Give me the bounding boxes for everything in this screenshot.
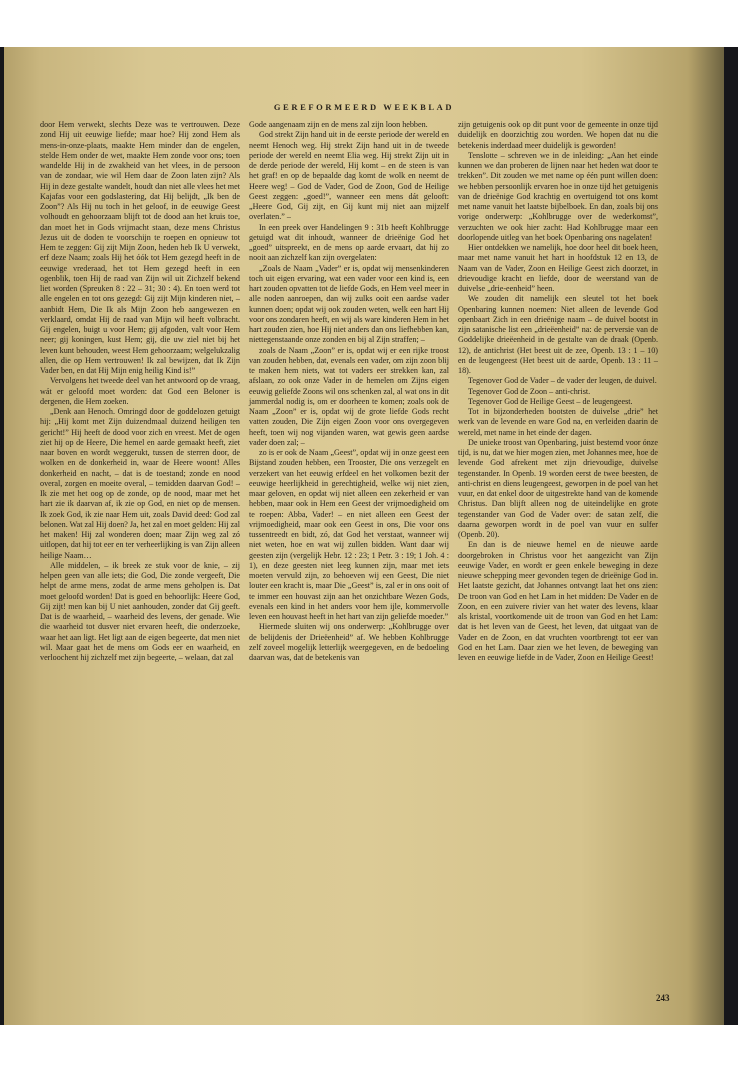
running-header: GEREFORMEERD WEEKBLAD <box>273 102 455 112</box>
paragraph: De unieke troost van Openbaring, juist bestemd voor ónze tijd, is nu, dat we hier mogen zien, met Johannes mee, hoe de levende God afrekent met zijn drievoudige, duivelse tegenstander. In Openb. 19 worden eerst de twee beesten, de anti-christ en diens leugengeest, geworpen in de poel van het vuur, en dat enkel door de uitgestrekte hand van de komende Christus. Dan blijft alleen nog de uiteindelijke en grote tegenstander van God de Vader over: de satan zelf, die daarna geworpen wordt in de poel van vuur en sulfer (Openb. 20). <box>458 437 658 539</box>
paragraph: „Denk aan Henoch. Omringd door de goddelozen getuigt hij: „Hij komt met Zijn duizendmaal duizend heiligen ten gericht!” Hij heeft de dood voor zich en vreest. Met de ogen ziet hij op de Heere, Die hemel en aarde gemaakt heeft, ziet naar boven en wordt weggerukt, tussen de sterren door, de wolken en de donkerheid in, waar de Heere woont! Alles donkerheid en nacht, – dat is de toestand; zonde en nood overal, zorgen en moeite overal, – temidden daarvan God! – Ik zie met het oog op de zonde, op de nood, maar met het hart zie ik daarvan af, ik zie op God, en niet op de mensen. Ik zoek God, ik zie naar Hem uit, zoals David deed: God zal belonen. Wat zal Hij doen? Ja, het zal en moet gelden: Hij zal het maken! Hij zal wonderen doen; maar Zijn weg zal zó uitlopen, dat hij tot eer en ter verheerlijking is van Zijn alleen heilige Naam… <box>40 407 240 560</box>
paragraph: Tenslotte – schreven we in de inleiding: „Aan het einde kunnen we dan proberen de lijnen naar het heden wat door te trekken”. Dit zouden we met name op één punt willen doen: we hebben persoonlijk ervaren hoe in onze tijd het getuigenis van de drieënige God krachtig en overtuigend tot ons komt met name vanuit het laatste bijbelboek. En dan, zoals bij ons vorige onderwerp: „Kohlbrugge over de wederkomst”, verzuchten we ook hier zacht: Had Kohlbrugge maar een doorlopende uitleg van het boek Openbaring ons nagelaten! <box>458 150 658 242</box>
paragraph: „Zoals de Naam „Vader” er is, opdat wij mensenkinderen toch uit eigen ervaring, wat een vader voor een kind is, een hart zouden opvatten tot de liefde Gods, en Hem veel meer in alle noden aanroepen, dan wij zulks ooit een aardse vader kunnen doen; opdat wij ook zouden weten, welk een hart Hij voor ons zondaren heeft, en wij als ware kinderen Hem in het hart zouden zien, hoe Hij niet anders dan ons liefhebben kan, niettegenstaande onze zonden en bij al Zijn straffen; – <box>249 263 449 345</box>
text-column-1 <box>40 120 240 663</box>
paragraph: Tot in bijzonderheden bootsten de duivelse „drie” het werk van de levende en ware God na, en verleiden daarin de wereld, met name in het einde der dagen. <box>458 407 658 437</box>
paragraph: En dan is de nieuwe hemel en de nieuwe aarde doorgebroken in Christus voor het aangezicht van Zijn eeuwige Vader, en wordt er geen enkele beweging in deze nieuwe schepping meer gevonden tegen de drieënige God in. Het laatste gezicht, dat Johannes ontvangt laat het ons zien: De troon van God en het Lam in het midden: De Vader en de Zoon, en een zuivere rivier van het water des levens, klaar als kristal, voortkomende uit de troon van God en het Lam: dat is het leven van de Geest, het leven, dat uitgaat van de Vader en de Zoon, en dat vruchten voortbrengt tot eer van God en het Lam. Daar zien we het leven, de beweging van leven en eeuwige liefde in de Vader, Zoon en Heilige Geest! <box>458 540 658 662</box>
page-number: 243 <box>656 993 670 1003</box>
paragraph: Hiermede sluiten wij ons onderwerp: „Kohlbrugge over de belijdenis der Drieëenheid” af. We hebben Kohlbrugge zelf zoveel mogelijk letterlijk weergegeven, en de bedoeling daarvan was, dat de betekenis van <box>249 622 449 662</box>
text-column-2 <box>249 120 449 663</box>
paragraph: God strekt Zijn hand uit in de eerste periode der wereld en neemt Henoch weg. Hij strekt Zijn hand uit in de tweede periode der wereld en neemt Elia weg. Hij strekt Zijn uit in de derde periode der wereld, Hij komt – en de steen is van het graf! en op de bepaalde dag komt de wolk en neemt de Heere weg! – God de Vader, God de Zoon, God de Heilige Geest zeggen: „goed!”, wanneer een mens dát gelooft: „Heere God, Gij zijt, en Gij kunt mij niet aan mijzelf overlaten.” – <box>249 130 449 222</box>
paragraph: Tegenover God de Heilige Geest – de leugengeest. <box>468 396 633 406</box>
paragraph: zo is er ook de Naam „Geest”, opdat wij in onze geest een Bijstand zouden hebben, een Trooster, Die ons verzegelt en verzekert van het eeuwig erfdeel en het volkomen bezit der eeuwige heerlijkheid in gerechtigheid, welke wij niet zien, maar geloven, en opdat wij niet alleen een zekerheid er van hebben, maar ook in Hem een Geest der vrijmoedigheid om te roepen: Abba, Vader! – en niet alleen een Geest der vrijmoedigheid, maar ook een Geest in ons, Die voor ons tussentreedt en bidt, zó, dat God het verstaat, wanneer wij niet weten, hoe en wat wij zullen bidden. Want daar wij geesten zijn (vergelijk Hebr. 12 : 23; 1 Petr. 3 : 19; 1 Joh. 4 : 1), en deze geesten niet leeg kunnen zijn, maar met iets moeten vervuld zijn, zo behoeven wij een Geest, Die niet louter een kracht is, maar Die „Geest” is, zal er in ons ooit of te immer een houvast zijn aan het onzichtbare Wezen Gods, evenals een kind in het anders voor hem ijle, kommervolle leven een houvast heeft in het hart van zijn geliefde moeder.” <box>249 448 449 621</box>
paragraph: Vervolgens het tweede deel van het antwoord op de vraag, wát er geloofd moet worden: dat God een Beloner is dergenen, die Hem zoeken. <box>40 376 240 406</box>
paragraph: Gode aangenaam zijn en de mens zal zijn loon hebben. <box>249 120 428 129</box>
paragraph: Alle middelen, – ik breek ze stuk voor de knie, – zij helpen geen van alle iets; die God, Die zonde vergeeft, Die helpt de arme mens, zodat de arme mens geholpen is. Dat moet geloofd worden! Dat is goed en behoorlijk: Heere God, Gij zijt! men kan bij U niet aanhouden, zonder dat Gij geeft. Dat is de waarheid, – waarheid des levens, der genade. Wie die waarheid tot dusver niet ervaren heeft, die onderzoeke, waar het aan ligt. Het ligt aan de eigen begeerte, dat men niet wil. Maar gaat het de mens om Gods eer en waarheid, en verloochent hij zichzelf met zijn begeerte, – welaan, dat zal <box>40 560 240 662</box>
paragraph: In een preek over Handelingen 9 : 31b heeft Kohlbrugge getuigd wat dit inhoudt, wanneer de drieënige God het „goed” uitspreekt, en de mens op aarde ervaart, dat hij zo nooit aan zichzelf kan zijn overgelaten: <box>249 222 449 263</box>
paragraph: Tegenover God de Zoon – anti-christ. <box>468 386 591 396</box>
scan-background <box>0 47 738 1025</box>
paragraph: Hier ontdekken we namelijk, hoe door heel dit boek heen, maar met name vanuit het hart in hoofdstuk 12 en 13, de Naam van de Vader, Zoon en Heilige Geest zich doorzet, in drievoudige kracht en liefde, door de weerstand van de duivelse „drie-eenheid” heen. <box>458 243 658 293</box>
paragraph: zijn getuigenis ook op dit punt voor de gemeente in onze tijd duidelijk en doorzichtig zou worden. We hopen dat nu die betekenis inderdaad meer duidelijk is geworden! <box>458 120 658 150</box>
paragraph: door Hem verwekt, slechts Deze was te vertrouwen. Deze zond Hij uit eeuwige liefde; maar hoe? Hij zond Hem als mens-in-onze-plaats, maakte Hem minder dan de engelen, stelde Hem onder de wet, maakte Hem zonde voor ons; toen wandelde Hij in de zwakheid van het vlees, in de persoon van de zondaar, wie wil Hem daar de Zoon laten zijn? Als Hij in deze gestalte wandelt, houdt dan niet alle vlees het met Kajafas voor een godslastering, dat Hij belijdt, „Ik ben de Zoon”? Als Hij nu toch in het geloof, in de eeuwige Geest volhoudt en gehoorzaam blijft tot de dood aan het kruis toe, dan moet het in Gods vrijmacht staan, deze mens Christus Jezus uit de doden te voorschijn te roepen en opnieuw tot Hem te zeggen: Gij zijt Mijn Zoon, heden heb Ik U verwekt, erf deze Naam; zoals Hij het óók tot Hem gezegd heeft in de eeuwige vrederaad, het tot Hem gezegd heeft in een ogenblik, toen Hij de raad van Zijn wil uit Zichzelf bekend liet worden (Spreuken 8 : 22 – 31; 30 : 4). En toen werd tot alle engelen en tot ons gezegd: Gij zijt Mijn kinderen niet, – aanbidt Hem, Die Ik als Mijn Zoon heb aangewezen en verklaard, omdat Hij de raad van Mijn wil heeft volbracht. Gij engelen, buigt u voor Hem; gij afgoden, valt voor Hem neer; gij koningen, kust Hem; gij, die uw ziel niet bij het leven kunt behouden, weest Hem gehoorzaam; welgelukzalig allen, die op Hem vertrouwen! Ik zal bewijzen, dat Ik Zijn Vader ben, en dat Hij Mijn enig heilig Kind is!” <box>40 120 240 375</box>
paragraph: zoals de Naam „Zoon” er is, opdat wij er een rijke troost van zouden hebben, dat, evenals een vader, om zijn zoon blij te maken hem niets, wat tot vaders eer strekken kan, zal afslaan, zo ook onze Vader in de hemelen om Zijns eigen eeuwig geliefde Zoons wil ons schenken zal, al wat ons in dit jammerdal nodig is, om er doorheen te komen; zoals ook de Naam „Zoon” er is, opdat wij de grote liefde Gods recht vatten zouden, Die Zijn eigen Zoon voor ons overgegeven heeft, toen wij nog vijanden waren, wat gewis geen aardse vader doen zal; – <box>249 345 449 447</box>
paragraph: Tegenover God de Vader – de vader der leugen, de duivel. <box>468 376 657 386</box>
text-column-3 <box>458 120 658 663</box>
magazine-page <box>4 47 724 1025</box>
paragraph: We zouden dit namelijk een sleutel tot het boek Openbaring kunnen noemen: Niet alleen de levende God openbaart Zich in een drieënige naam – de duivel bootst in zijn satanische list een „drieëenheid” na: de perversie van de Goddelijke drieëenheid in de gestalte van de draak (Openb. 12), de antichrist (Het beest uit de zee, Openb. 13 : 1 – 10) en de leugengeest (Het beest uit de aarde, Openb. 13 : 11 – 18). <box>458 294 658 375</box>
